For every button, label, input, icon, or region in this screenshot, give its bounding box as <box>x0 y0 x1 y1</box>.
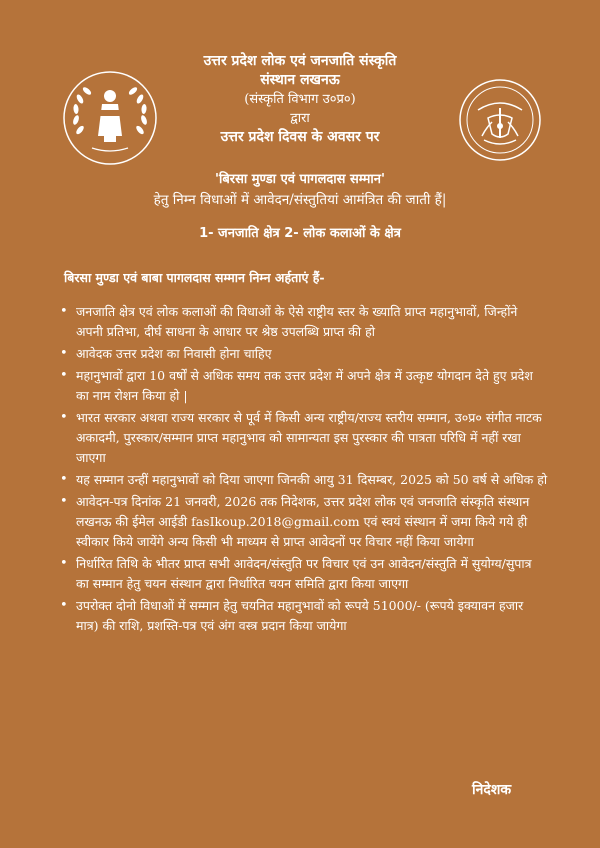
bullet-icon: • <box>60 556 68 571</box>
award-name: 'बिरसा मुण्डा एवं पागलदास सम्मान' <box>215 172 385 187</box>
list-item: • भारत सरकार अथवा राज्य सरकार से पूर्व में किसी अन्य राष्ट्रीय/राज्य स्तरीय सम्मान, उ०प्र० संगीत नाटक अकादमी, पुरस्कार/सम्मान प्राप्त महानुभाव को सामान्यता इस पुरस्कार की पात्रता परिधि में नहीं रखा जाएगा <box>60 410 542 465</box>
list-item: • जनजाति क्षेत्र एवं लोक कलाओं की विधाओं के ऐसे राष्ट्रीय स्तर के ख्याति प्राप्त महानुभावों, जिन्होंने अपनी प्रतिभा, दीर्घ साधना के आधार पर श्रेष्ठ उपलब्धि प्राप्त की हो <box>60 304 518 339</box>
by-text: द्वारा <box>290 111 310 126</box>
occasion-text: उत्तर प्रदेश दिवस के अवसर पर <box>220 129 380 145</box>
signature: निदेशक <box>472 782 512 798</box>
bullet-icon: • <box>60 598 68 613</box>
list-item: • आवेदक उत्तर प्रदेश का निवासी होना चाहिए <box>58 344 548 364</box>
header <box>160 52 440 147</box>
bullet-icon: • <box>60 368 68 383</box>
institute-emblem-icon <box>62 70 158 166</box>
fields-line <box>60 224 540 244</box>
award-section <box>60 170 540 210</box>
eligibility-heading: बिरसा मुण्डा एवं बाबा पागलदास सम्मान निम्न अर्हताएं हैं- <box>64 270 325 285</box>
list-item: • निर्धारित तिथि के भीतर प्राप्त सभी आवेदन/संस्तुति पर विचार एवं उन आवेदन/संस्तुति में सुयोग्य/सुपात्र का सम्मान हेतु चयन संस्थान द्वारा निर्धारित चयन समिति द्वारा किया जाएगा <box>60 556 532 591</box>
bullet-icon: • <box>60 494 68 509</box>
bullet-icon: • <box>60 410 68 425</box>
list-item: • उपरोक्त दोनो विधाओं में सम्मान हेतु चयनित महानुभावों को रूपये 51000/- (रूपये इक्यावन हजार मात्र) की राशि, प्रशस्ति-पत्र एवं अंग वस्त्र प्रदान किया जायेगा <box>60 598 524 633</box>
up-state-emblem-icon <box>458 78 542 162</box>
institute-name-line1: उत्तर प्रदेश लोक एवं जनजाति संस्कृति <box>203 53 397 69</box>
bullet-icon: • <box>60 346 68 361</box>
bullet-icon: • <box>60 472 68 487</box>
eligibility-list <box>58 302 548 638</box>
invitation-text: हेतु निम्न विधाओं में आवेदन/संस्तुतियां आमंत्रित की जाती हैं| <box>153 192 447 208</box>
bullet-icon: • <box>60 304 68 319</box>
list-item: • यह सम्मान उन्हीं महानुभावों को दिया जाएगा जिनकी आयु 31 दिसम्बर, 2025 को 50 वर्ष से अधिक हो <box>58 470 548 490</box>
list-item: • महानुभावों द्वारा 10 वर्षों से अधिक समय तक उत्तर प्रदेश में अपने क्षेत्र में उत्कृष्ट योगदान देते हुए प्रदेश का नाम रोशन किया हो | <box>60 368 533 403</box>
department-name: (संस्कृति विभाग उ०प्र०) <box>244 92 356 107</box>
list-item: • आवेदन-पत्र दिनांक 21 जनवरी, 2026 तक निदेशक, उत्तर प्रदेश लोक एवं जनजाति संस्कृति संस्थान लखनऊ की ईमेल आईडी fasIkoup.2018@gmail.com एवं स्वयं संस्थान में जमा किये गये ही स्वीकार किये जायेंगे अन्य किसी भी माध्यम से प्राप्त आवेदनों पर विचार नहीं किया जायेगा <box>60 494 530 549</box>
institute-name-line2: संस्थान लखनऊ <box>260 72 340 88</box>
fields-text: 1- जनजाति क्षेत्र 2- लोक कलाओं के क्षेत्र <box>199 226 401 241</box>
